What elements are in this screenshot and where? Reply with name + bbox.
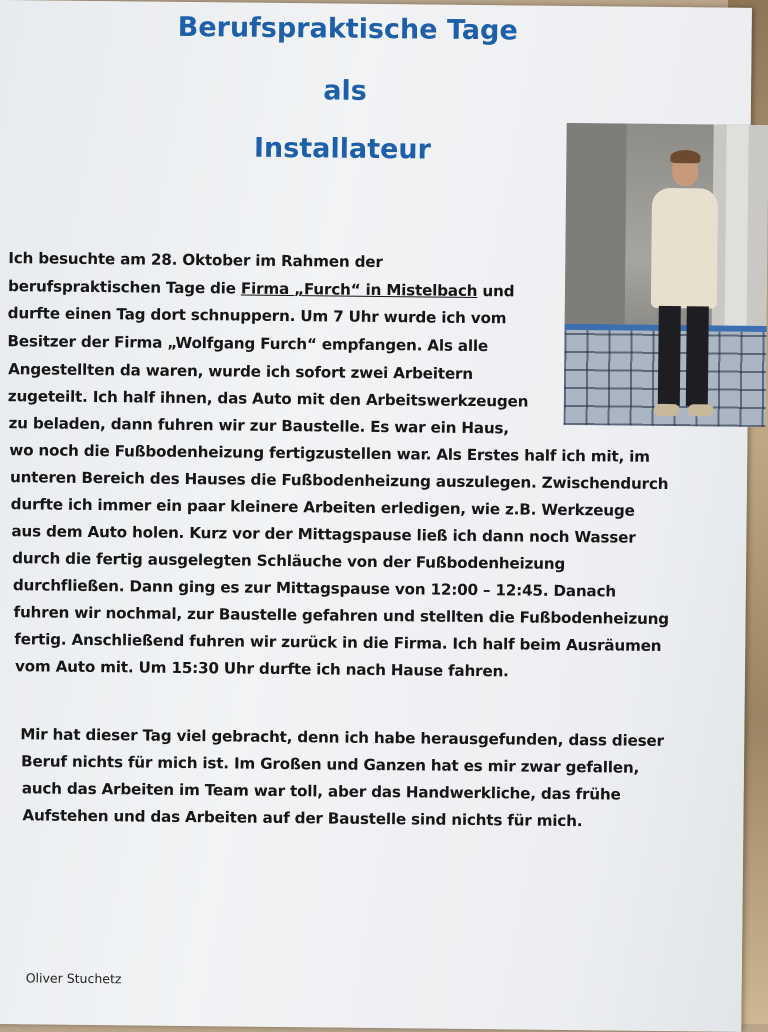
text-line: auch das Arbeiten im Team war toll, aber das Handwerkliche, das frühe xyxy=(21,779,621,804)
text-line: fertig. Anschließend fuhren wir zurück in die Firma. Ich half beim Ausräumen xyxy=(14,630,662,655)
text-line: Besitzer der Firma „Wolfgang Furch“ empfangen. Als alle xyxy=(7,332,489,356)
text-line: Aufstehen und das Arbeiten auf der Baustelle sind nichts für mich. xyxy=(22,806,583,831)
text-line: zugeteilt. Ich half ihnen, das Auto mit den Arbeitswerkzeugen xyxy=(7,387,529,411)
person-figure xyxy=(644,154,727,425)
text-line: fuhren wir nochmal, zur Baustelle gefahren und stellten die Fußbodenheizung xyxy=(13,603,670,629)
title-line-3: Installateur xyxy=(253,132,432,166)
company-link-text: Firma „Furch“ in Mistelbach xyxy=(240,279,478,301)
text-line: unteren Bereich des Hauses die Fußbodenheizung auszulegen. Zwischendurch xyxy=(9,468,669,494)
text-line: vom Auto mit. Um 15:30 Uhr durfte ich nach Hause fahren. xyxy=(14,657,509,681)
text-line: Mir hat dieser Tag viel gebracht, denn ich habe herausgefunden, dass dieser xyxy=(20,725,664,750)
text-line: berufspraktischen Tage die Firma „Furch“ in Mistelbach und xyxy=(7,277,515,301)
photo-of-person-icon xyxy=(564,123,768,427)
text-line: durfte ich immer ein paar kleinere Arbeiten erledigen, wie z.B. Werkzeuge xyxy=(10,495,635,520)
text-line: Angestellten da waren, wurde ich sofort zwei Arbeitern xyxy=(8,360,473,383)
text-line: aus dem Auto holen. Kurz vor der Mittagspause ließ ich dann noch Wasser xyxy=(11,522,636,547)
text-line: wo noch die Fußbodenheizung fertigzustellen war. Als Erstes half ich mit, im xyxy=(9,441,650,466)
text-line: durchfließen. Dann ging es zur Mittagspause von 12:00 – 12:45. Danach xyxy=(12,576,617,601)
title-line-1: Berufspraktische Tage xyxy=(177,11,518,47)
text-line: zu beladen, dann fuhren wir zur Baustelle. Es war ein Haus, xyxy=(8,414,509,438)
title-line-2: als xyxy=(323,75,367,107)
author-signature: Oliver Stuchetz xyxy=(25,970,122,987)
text-line: durch die fertig ausgelegten Schläuche von der Fußbodenheizung xyxy=(12,549,566,573)
text-line: Beruf nichts für mich ist. Im Großen und Ganzen hat es mir zwar gefallen, xyxy=(20,752,640,777)
text-line: Ich besuchte am 28. Oktober im Rahmen der xyxy=(8,249,383,272)
text-line: durfte einen Tag dort schnuppern. Um 7 Uhr wurde ich vom xyxy=(7,304,507,328)
